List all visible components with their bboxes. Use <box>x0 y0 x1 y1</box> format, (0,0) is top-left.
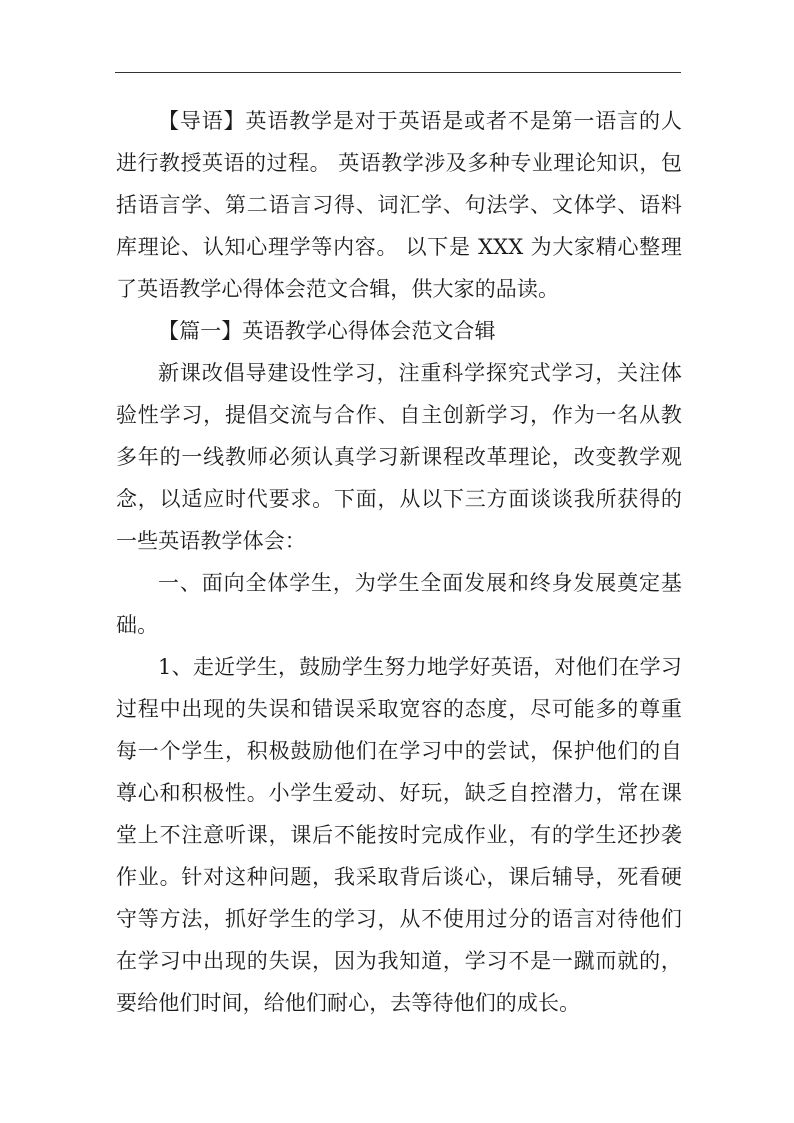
header-divider <box>115 72 681 73</box>
subsection-heading: 一、面向全体学生，为学生全面发展和终身发展奠定基础。 <box>116 571 682 637</box>
section-heading: 【篇一】英语教学心得体会范文合辑 <box>158 319 496 343</box>
document-body <box>116 100 682 1024</box>
intro-paragraph: 【导语】英语教学是对于英语是或者不是第一语言的人进行教授英语的过程。 英语教学涉及多种专业理论知识，包括语言学、第二语言习得、词汇学、句法学、文体学、语料库理论、认知心理学等内容。 以下是 XXX 为大家精心整理了英语教学心得体会范文合辑，供大家的品读。 <box>116 109 682 301</box>
body-paragraph: 新课改倡导建设性学习，注重科学探究式学习，关注体验性学习，提倡交流与合作、自主创新学习，作为一名从教多年的一线教师必须认真学习新课程改革理论，改变教学观念，以适应时代要求。下面，从以下三方面谈谈我所获得的一些英语教学体会： <box>116 361 682 553</box>
body-paragraph: 1、走近学生，鼓励学生努力地学好英语，对他们在学习过程中出现的失误和错误采取宽容的态度，尽可能多的尊重每一个学生，积极鼓励他们在学习中的尝试，保护他们的自尊心和积极性。小学生爱动、好玩，缺乏自控潜力，常在课堂上不注意听课，课后不能按时完成作业，有的学生还抄袭作业。针对这种问题，我采取背后谈心，课后辅导，死看硬守等方法，抓好学生的学习，从不使用过分的语言对待他们在学习中出现的失误，因为我知道，学习不是一蹴而就的，要给他们时间，给他们耐心，去等待他们的成长。 <box>116 655 682 1015</box>
